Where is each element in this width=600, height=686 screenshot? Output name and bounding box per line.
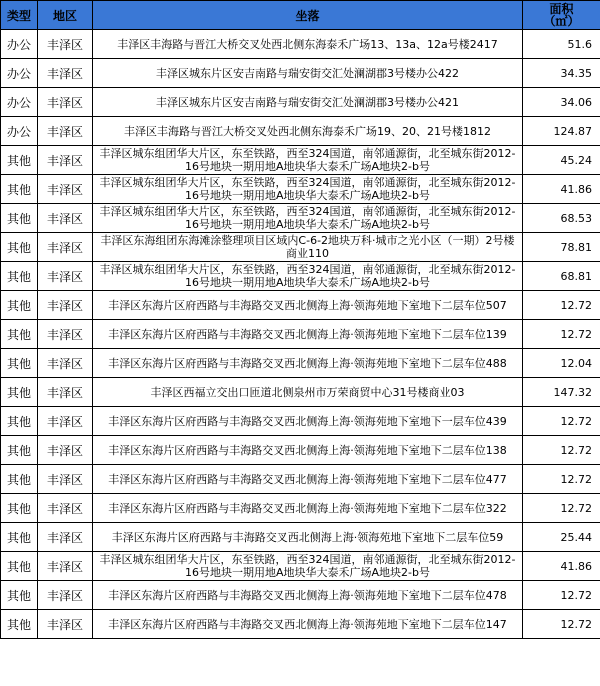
table-row (1, 262, 600, 291)
cell-area: 12.72 (523, 407, 600, 436)
cell-area: 51.6 (523, 30, 600, 59)
cell-location: 丰泽区东海片区府西路与丰海路交叉西北侧海上海·领海苑地下室地下一层车位439 (93, 407, 523, 436)
cell-type: 办公 (1, 30, 38, 59)
cell-type: 其他 (1, 436, 38, 465)
cell-area: 12.72 (523, 610, 600, 639)
cell-district: 丰泽区 (38, 262, 93, 291)
cell-area: 25.44 (523, 523, 600, 552)
cell-location: 丰泽区东海片区府西路与丰海路交叉西北侧海上海·领海苑地下室地下二层车位59 (93, 523, 523, 552)
table-row (1, 349, 600, 378)
table-row (1, 175, 600, 204)
cell-district: 丰泽区 (38, 117, 93, 146)
cell-location: 丰泽区东海片区府西路与丰海路交叉西北侧海上海·领海苑地下室地下二层车位488 (93, 349, 523, 378)
cell-district: 丰泽区 (38, 320, 93, 349)
cell-location: 丰泽区丰海路与晋江大桥交叉处西北侧东海泰禾广场19、20、21号楼1812 (93, 117, 523, 146)
cell-location: 丰泽区城东片区安吉南路与瑞安街交汇处澜湖郡3号楼办公421 (93, 88, 523, 117)
cell-type: 其他 (1, 610, 38, 639)
table-row (1, 465, 600, 494)
header-district: 地区 (38, 1, 93, 30)
table-row (1, 59, 600, 88)
cell-location: 丰泽区东海片区府西路与丰海路交叉西北侧海上海·领海苑地下室地下二层车位322 (93, 494, 523, 523)
cell-location: 丰泽区城东组团华大片区，东至铁路，西至324国道，南邻通源街，北至城东街2012-16号地块一期用地A地块华大泰禾广场A地块2-b号 (93, 552, 523, 581)
cell-district: 丰泽区 (38, 436, 93, 465)
table-row (1, 523, 600, 552)
cell-district: 丰泽区 (38, 175, 93, 204)
table-row (1, 291, 600, 320)
cell-location: 丰泽区城东片区安吉南路与瑞安街交汇处澜湖郡3号楼办公422 (93, 59, 523, 88)
cell-district: 丰泽区 (38, 378, 93, 407)
cell-district: 丰泽区 (38, 233, 93, 262)
cell-area: 34.35 (523, 59, 600, 88)
table-row (1, 494, 600, 523)
cell-area: 12.72 (523, 320, 600, 349)
cell-district: 丰泽区 (38, 552, 93, 581)
cell-type: 其他 (1, 349, 38, 378)
header-type: 类型 (1, 1, 38, 30)
cell-type: 办公 (1, 88, 38, 117)
table-row (1, 436, 600, 465)
cell-district: 丰泽区 (38, 465, 93, 494)
cell-location: 丰泽区东海片区府西路与丰海路交叉西北侧海上海·领海苑地下室地下二层车位138 (93, 436, 523, 465)
cell-area: 41.86 (523, 175, 600, 204)
cell-district: 丰泽区 (38, 581, 93, 610)
table-row (1, 407, 600, 436)
header-location: 坐落 (93, 1, 523, 30)
cell-location: 丰泽区城东组团华大片区，东至铁路，西至324国道，南邻通源街，北至城东街2012-16号地块一期用地A地块华大泰禾广场A地块2-b号 (93, 204, 523, 233)
cell-area: 78.81 (523, 233, 600, 262)
cell-area: 34.06 (523, 88, 600, 117)
cell-district: 丰泽区 (38, 407, 93, 436)
cell-location: 丰泽区城东组团华大片区，东至铁路，西至324国道，南邻通源街，北至城东街2012-16号地块一期用地A地块华大泰禾广场A地块2-b号 (93, 146, 523, 175)
cell-district: 丰泽区 (38, 291, 93, 320)
cell-location: 丰泽区东海片区府西路与丰海路交叉西北侧海上海·领海苑地下室地下二层车位477 (93, 465, 523, 494)
cell-area: 68.53 (523, 204, 600, 233)
cell-location: 丰泽区东海片区府西路与丰海路交叉西北侧海上海·领海苑地下室地下二层车位147 (93, 610, 523, 639)
cell-district: 丰泽区 (38, 204, 93, 233)
cell-area: 147.32 (523, 378, 600, 407)
cell-area: 12.72 (523, 494, 600, 523)
table-row (1, 581, 600, 610)
cell-type: 其他 (1, 233, 38, 262)
cell-type: 其他 (1, 291, 38, 320)
cell-area: 124.87 (523, 117, 600, 146)
cell-type: 其他 (1, 552, 38, 581)
header-area-label: 面积 (549, 2, 574, 16)
cell-location: 丰泽区西福立交出口匝道北侧泉州市万荣商贸中心31号楼商业03 (93, 378, 523, 407)
cell-type: 办公 (1, 117, 38, 146)
cell-area: 45.24 (523, 146, 600, 175)
table-row (1, 320, 600, 349)
header-area-unit: （㎡） (543, 14, 580, 28)
cell-location: 丰泽区城东组团华大片区，东至铁路，西至324国道，南邻通源街，北至城东街2012-16号地块一期用地A地块华大泰禾广场A地块2-b号 (93, 262, 523, 291)
cell-type: 其他 (1, 465, 38, 494)
table-row (1, 88, 600, 117)
cell-type: 其他 (1, 523, 38, 552)
cell-area: 12.72 (523, 465, 600, 494)
cell-district: 丰泽区 (38, 30, 93, 59)
table-row (1, 117, 600, 146)
cell-location: 丰泽区东海组团东海滩涂整理项目区域内C-6-2地块万科·城市之光小区（一期）2号楼商业110 (93, 233, 523, 262)
cell-location: 丰泽区丰海路与晋江大桥交叉处西北侧东海泰禾广场13、13a、12a号楼2417 (93, 30, 523, 59)
table-row (1, 233, 600, 262)
cell-district: 丰泽区 (38, 349, 93, 378)
cell-location: 丰泽区东海片区府西路与丰海路交叉西北侧海上海·领海苑地下室地下二层车位478 (93, 581, 523, 610)
table-row (1, 146, 600, 175)
cell-type: 其他 (1, 175, 38, 204)
cell-district: 丰泽区 (38, 88, 93, 117)
cell-area: 12.72 (523, 436, 600, 465)
cell-type: 其他 (1, 262, 38, 291)
cell-location: 丰泽区东海片区府西路与丰海路交叉西北侧海上海·领海苑地下室地下二层车位139 (93, 320, 523, 349)
cell-location: 丰泽区城东组团华大片区，东至铁路，西至324国道，南邻通源街，北至城东街2012-16号地块一期用地A地块华大泰禾广场A地块2-b号 (93, 175, 523, 204)
cell-district: 丰泽区 (38, 523, 93, 552)
cell-type: 其他 (1, 204, 38, 233)
cell-type: 其他 (1, 581, 38, 610)
cell-area: 12.72 (523, 581, 600, 610)
cell-district: 丰泽区 (38, 610, 93, 639)
cell-type: 其他 (1, 494, 38, 523)
cell-area: 68.81 (523, 262, 600, 291)
table-row (1, 610, 600, 639)
cell-district: 丰泽区 (38, 59, 93, 88)
header-row (1, 1, 600, 30)
header-area (523, 1, 600, 30)
cell-type: 办公 (1, 59, 38, 88)
cell-area: 12.72 (523, 291, 600, 320)
table-row (1, 204, 600, 233)
cell-location: 丰泽区东海片区府西路与丰海路交叉西北侧海上海·领海苑地下室地下二层车位507 (93, 291, 523, 320)
cell-type: 其他 (1, 407, 38, 436)
cell-area: 12.04 (523, 349, 600, 378)
cell-district: 丰泽区 (38, 146, 93, 175)
cell-type: 其他 (1, 378, 38, 407)
cell-district: 丰泽区 (38, 494, 93, 523)
table-row (1, 30, 600, 59)
cell-type: 其他 (1, 320, 38, 349)
table-row (1, 378, 600, 407)
cell-area: 41.86 (523, 552, 600, 581)
cell-type: 其他 (1, 146, 38, 175)
table-row (1, 552, 600, 581)
